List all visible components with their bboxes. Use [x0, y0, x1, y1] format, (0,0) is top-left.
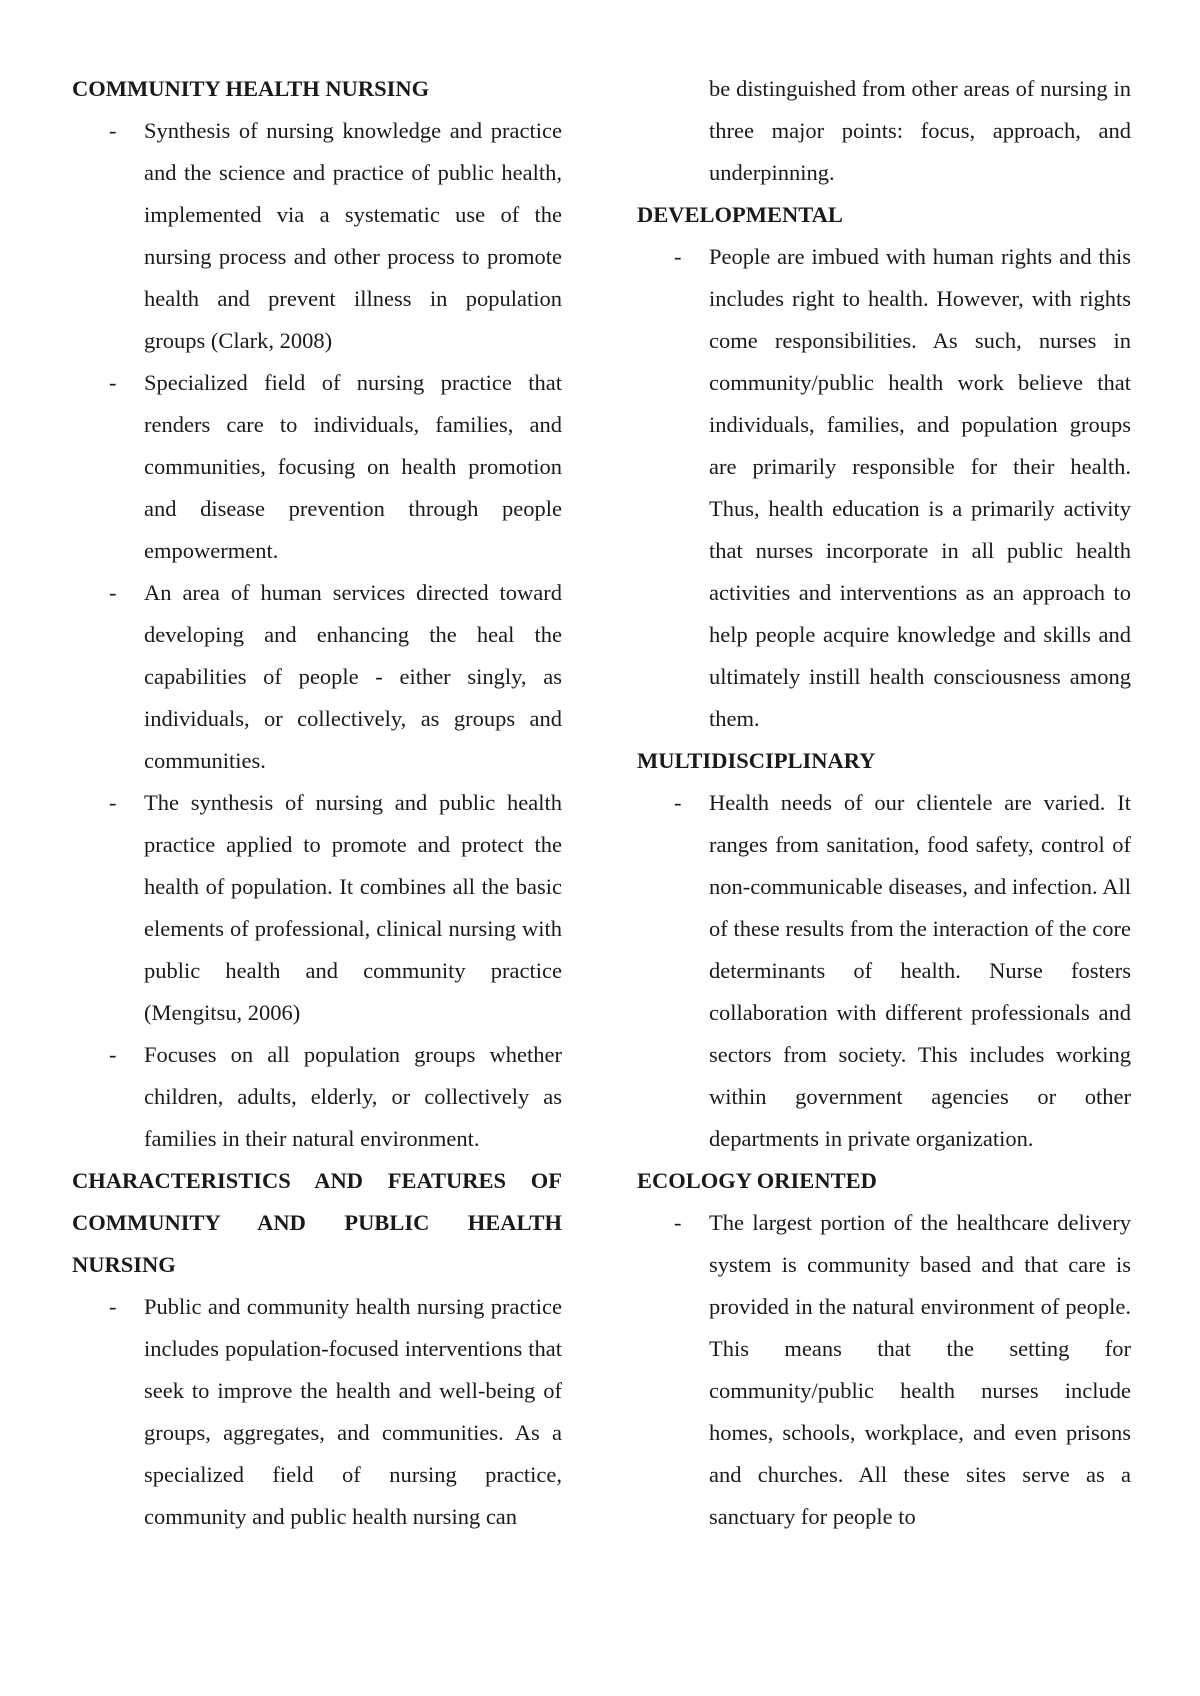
list-item [72, 1286, 562, 1538]
list-item [637, 236, 1131, 740]
bullet-dash: - [109, 370, 117, 395]
bullet-dash: - [109, 118, 117, 143]
section-heading-characteristics: CHARACTERISTICS AND FEATURES OF COMMUNITY AND PUBLIC HEALTH NURSING [72, 1168, 562, 1277]
bullet-list-multidisciplinary [637, 782, 1131, 1160]
list-item [72, 782, 562, 1034]
list-item [72, 362, 562, 572]
list-item-text: Focuses on all population groups whether children, adults, elderly, or collectively as families in their natural environment. [144, 1042, 562, 1151]
list-item [637, 782, 1131, 1160]
bullet-dash: - [674, 1210, 682, 1235]
list-item-text: The synthesis of nursing and public health practice applied to promote and protect the health of population. It combines all the basic elements of professional, clinical nursing with public health and community practice (Mengitsu, 2006) [144, 790, 562, 1025]
bullet-dash: - [674, 244, 682, 269]
bullet-list-definitions [72, 110, 562, 1160]
list-item-text: An area of human services directed toward developing and enhancing the heal the capabilities of people - either singly, as individuals, or collectively, as groups and communities. [144, 580, 562, 773]
list-item [637, 1202, 1131, 1538]
list-item-text: Health needs of our clientele are varied. It ranges from sanitation, food safety, control of non-communicable diseases, and infection. All of these results from the interaction of the core determinants of health. Nurse fosters collaboration with different professionals and sectors from society. This includes working within government agencies or other departments in private organization. [709, 790, 1131, 1151]
list-item-text: People are imbued with human rights and this includes right to health. However, with rights come responsibilities. As such, nurses in community/public health work believe that individuals, families, and population groups are primarily responsible for their health. Thus, health education is a primarily activity that nurses incorporate in all public health activities and interventions as an approach to help people acquire knowledge and skills and ultimately instill health consciousness among them. [709, 244, 1131, 731]
bullet-dash: - [674, 790, 682, 815]
list-item [72, 572, 562, 782]
section-heading-community-health-nursing: COMMUNITY HEALTH NURSING [72, 76, 430, 101]
continued-paragraph: be distinguished from other areas of nursing in three major points: focus, approach, and underpinning. [709, 76, 1131, 185]
list-item-text: Specialized field of nursing practice that renders care to individuals, families, and communities, focusing on health promotion and disease prevention through people empowerment. [144, 370, 562, 563]
bullet-list-characteristics [72, 1286, 562, 1538]
right-column [637, 68, 1131, 1538]
list-item-text: Synthesis of nursing knowledge and practice and the science and practice of public health, implemented via a systematic use of the nursing process and other process to promote health and prevent illness in population groups (Clark, 2008) [144, 118, 562, 353]
list-item-text: The largest portion of the healthcare delivery system is community based and that care is provided in the natural environment of people. This means that the setting for community/public health nurses include homes, schools, workplace, and even prisons and churches. All these sites serve as a sanctuary for people to [709, 1210, 1131, 1529]
list-item [72, 110, 562, 362]
bullet-dash: - [109, 1042, 117, 1067]
bullet-dash: - [109, 790, 117, 815]
list-item [72, 1034, 562, 1160]
bullet-dash: - [109, 1294, 117, 1319]
section-heading-multidisciplinary: MULTIDISCIPLINARY [637, 748, 876, 773]
section-heading-ecology-oriented: ECOLOGY ORIENTED [637, 1168, 877, 1193]
bullet-list-developmental [637, 236, 1131, 740]
left-column [72, 68, 562, 1538]
list-item-text: Public and community health nursing practice includes population-focused interventions that seek to improve the health and well-being of groups, aggregates, and communities. As a specialized field of nursing practice, community and public health nursing can [144, 1294, 562, 1529]
bullet-list-ecology [637, 1202, 1131, 1538]
section-heading-developmental: DEVELOPMENTAL [637, 202, 843, 227]
bullet-dash: - [109, 580, 117, 605]
